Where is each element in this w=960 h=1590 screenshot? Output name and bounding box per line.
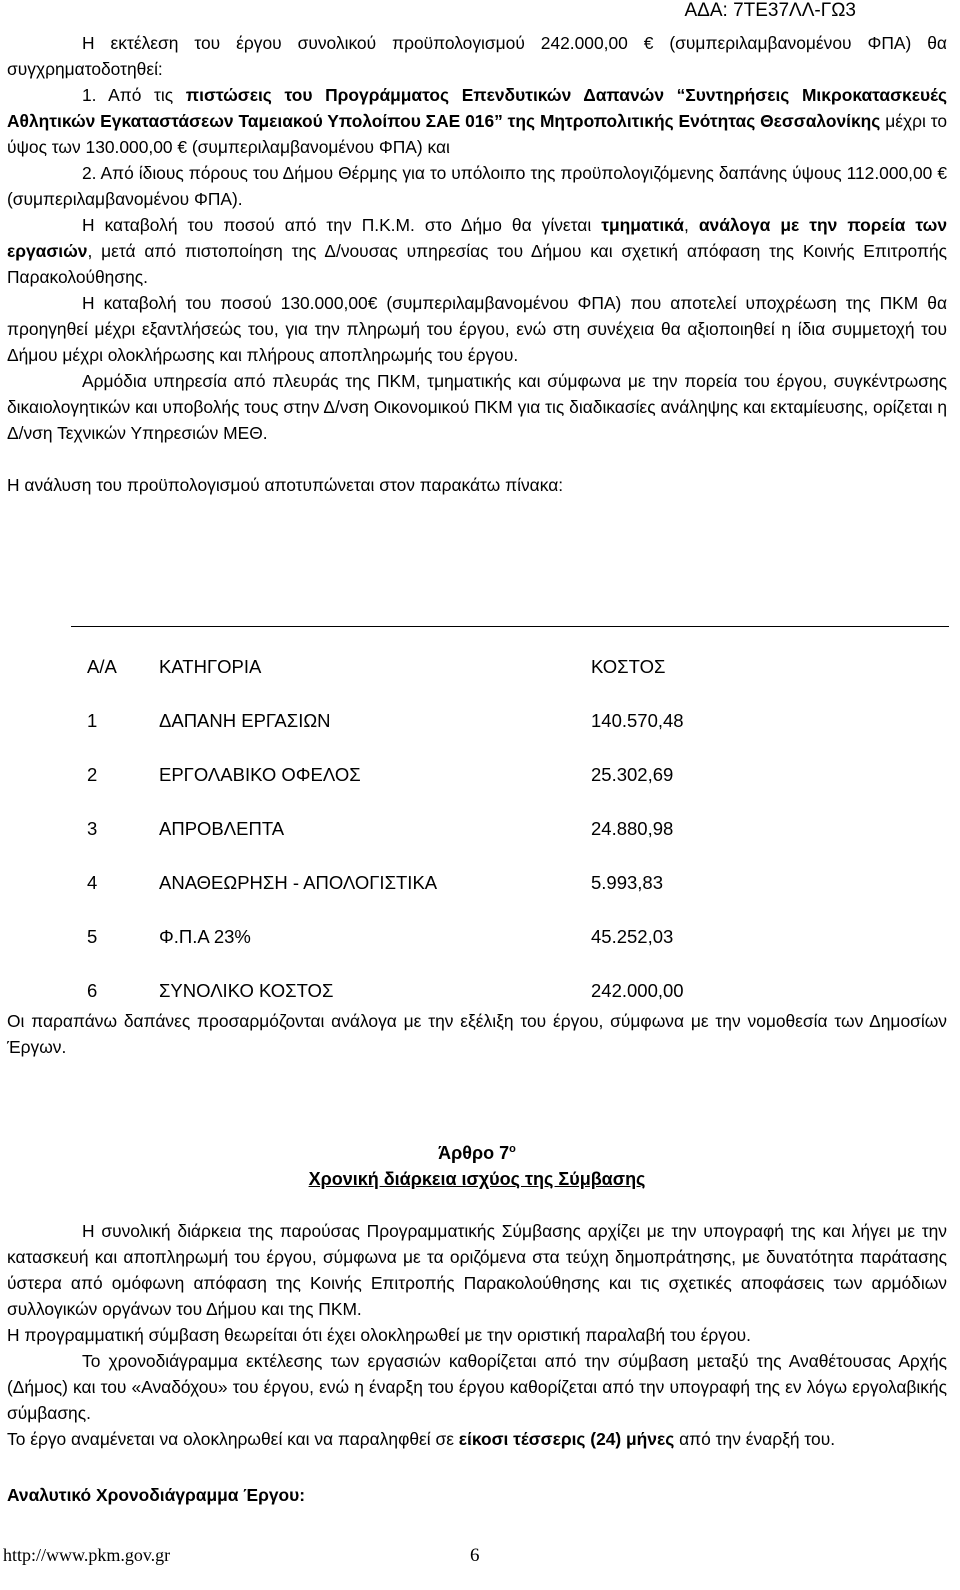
article-paragraph-3: Το χρονοδιάγραμμα εκτέλεσης των εργασιών καθορίζεται από την σύμβαση μεταξύ της Αναθέτουσας Αρχής (Δήμος) και του «Αναδόχου» του έργου, ενώ η έναρξη του έργου καθορίζεται από την υπογραφή της εν λόγω εργολαβικής σύμβασης. <box>7 1351 947 1423</box>
row-category: ΑΠΡΟΒΛΕΠΤΑ <box>159 818 285 839</box>
article-title: Χρονική διάρκεια ισχύος της Σύμβασης <box>308 1169 646 1189</box>
payment-paragraph-1: Η καταβολή του ποσού από την Π.Κ.Μ. στο Δήμο θα γίνεται τμηματικά, ανάλογα με την πορεία των εργασιών, μετά από πιστοποίηση της Δ/νουσας υπηρεσίας του Δήμου και σχετική απόφαση της Κοινής Επιτροπής Παρακολούθησης. <box>7 215 947 287</box>
table-intro: Η ανάλυση του προϋπολογισμού αποτυπώνεται στον παρακάτω πίνακα: <box>7 475 564 495</box>
funding-paragraph: Η εκτέλεση του έργου συνολικού προϋπολογισμού 242.000,00 € (συμπεριλαμβανομένου ΦΠΑ) θα συγχρηματοδοτηθεί: <box>7 33 947 79</box>
funding-item-2: 2. Από ίδιους πόρους του Δήμου Θέρμης για το υπόλοιπο της προϋπολογιζόμενης δαπάνης ύψους 112.000,00 € (συμπεριλαμβανομένου ΦΠΑ). <box>7 163 947 209</box>
after-table-paragraph: Οι παραπάνω δαπάνες προσαρμόζονται ανάλογα με την εξέλιξη του έργου, σύμφωνα με την νομοθεσία των Δημοσίων Έργων. <box>7 1011 947 1057</box>
row-category: ΣΥΝΟΛΙΚΟ ΚΟΣΤΟΣ <box>159 980 334 1001</box>
row-category: Φ.Π.Α 23% <box>159 926 251 947</box>
row-cost: 140.570,48 <box>591 710 684 731</box>
table-row <box>71 735 949 789</box>
row-number: 3 <box>87 818 98 839</box>
header-category: ΚΑΤΗΓΟΡΙΑ <box>159 656 262 677</box>
row-cost: 25.302,69 <box>591 764 674 785</box>
header-cost: ΚΟΣΤΟΣ <box>591 656 666 677</box>
table-row <box>71 897 949 951</box>
article-paragraph-4: Το έργο αναμένεται να ολοκληρωθεί και να παραληφθεί σε είκοσι τέσσερις (24) μήνες από την έναρξή του. <box>7 1429 836 1449</box>
page-number: 6 <box>470 1545 480 1566</box>
row-category: ΔΑΠΑΝΗ ΕΡΓΑΣΙΩΝ <box>159 710 331 731</box>
row-number: 2 <box>87 764 98 785</box>
article-number: Άρθρο $7^o$ <box>438 1143 516 1163</box>
table-row <box>71 681 949 735</box>
footer-url: http://www.pkm.gov.gr <box>3 1545 171 1565</box>
service-paragraph: Αρμόδια υπηρεσία από πλευράς της ΠΚΜ, τμηματικής και σύμφωνα με την πορεία του έργου, συγκέντρωσης δικαιολογητικών και υποβολής τους στην Δ/νση Οικονομικού ΠΚΜ για τις διαδικασίες ανάληψης και εκταμίευσης, ορίζεται η Δ/νση Τεχνικών Υπηρεσιών ΜΕΘ. <box>7 371 947 443</box>
row-cost: 45.252,03 <box>591 926 674 947</box>
row-category: ΕΡΓΟΛΑΒΙΚΟ ΟΦΕΛΟΣ <box>159 764 361 785</box>
schedule-heading: Αναλυτικό Χρονοδιάγραμμα Έργου: <box>7 1485 306 1505</box>
funding-item-1: 1. Από τις πιστώσεις του Προγράμματος Επενδυτικών Δαπανών “Συντηρήσεις Μικροκατασκευές Αθλητικών Εγκαταστάσεων Ταμειακού Υπολοίπου ΣΑΕ 016” της Μητροπολιτικής Ενότητας Θεσσαλονίκης μέχρι το ύψος των 130.000,00 € (συμπεριλαμβανομένου ΦΠΑ) και <box>7 85 947 157</box>
table-header-row <box>71 627 949 682</box>
budget-table <box>71 626 949 1005</box>
header-aa: Α/Α <box>87 656 117 677</box>
article-paragraph-2: Η προγραμματική σύμβαση θεωρείται ότι έχει ολοκληρωθεί με την οριστική παραλαβή του έργου. <box>7 1325 751 1345</box>
row-number: 5 <box>87 926 98 947</box>
table-row <box>71 951 949 1005</box>
table-row <box>71 843 949 897</box>
payment-paragraph-2: Η καταβολή του ποσού 130.000,00€ (συμπεριλαμβανομένου ΦΠΑ) που αποτελεί υποχρέωση της ΠΚΜ θα προηγηθεί μέχρι εξαντλήσεώς του, για την πληρωμή του έργου, ενώ στη συνέχεια θα αξιοποιηθεί η ίδια συμμετοχή του Δήμου μέχρι ολοκλήρωσης και πλήρους αποπληρωμής του έργου. <box>7 293 947 365</box>
row-cost: 5.993,83 <box>591 872 664 893</box>
row-number: 4 <box>87 872 98 893</box>
row-cost: 242.000,00 <box>591 980 684 1001</box>
row-cost: 24.880,98 <box>591 818 674 839</box>
article-paragraph-1: Η συνολική διάρκεια της παρούσας Προγραμματικής Σύμβασης αρχίζει με την υπογραφή της και λήγει με την κατασκευή και αποπληρωμή του έργου, σύμφωνα με τα οριζόμενα στα τεύχη δημοπράτησης, με δυνατότητα παράτασης ύστερα από ομόφωνη απόφαση της Κοινής Επιτροπής Παρακολούθησης και τις σχετικές αποφάσεις των αρμόδιων συλλογικών οργάνων του Δήμου και της ΠΚΜ. <box>7 1221 947 1319</box>
ada-code: ΑΔΑ: 7ΤΕ37ΛΛ-ΓΩ3 <box>684 0 856 21</box>
table-row <box>71 789 949 843</box>
row-number: 1 <box>87 710 98 731</box>
row-category: ΑΝΑΘΕΩΡΗΣΗ - ΑΠΟΛΟΓΙΣΤΙΚΑ <box>159 872 438 893</box>
row-number: 6 <box>87 980 98 1001</box>
